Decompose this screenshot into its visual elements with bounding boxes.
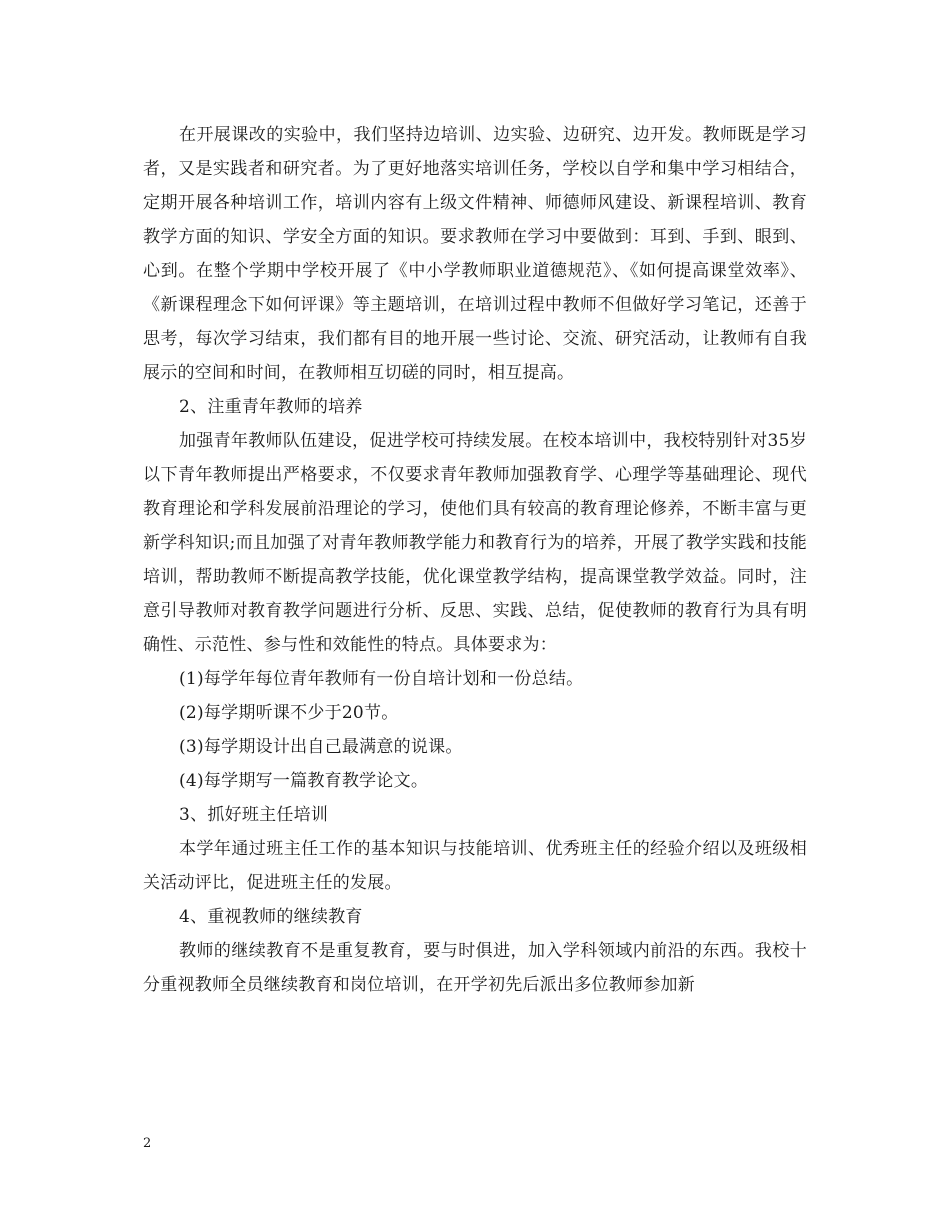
page-number: 2 [143,1136,152,1151]
paragraph-continuing-education: 教师的继续教育不是重复教育，要与时俱进，加入学科领域内前沿的东西。我校十分重视教师全员继续教育和岗位培训，在开学初先后派出多位教师参加新 [143,941,807,995]
section-heading-young-teachers: 2、注重青年教师的培养 [179,397,363,417]
list-item-3: (3)每学期设计出自己最满意的说课。 [179,737,463,757]
paragraph-young-teachers: 加强青年教师队伍建设，促进学校可持续发展。在校本培训中，我校特别针对35岁以下青年教师提出严格要求，不仅要求青年教师加强教育学、心理学等基础理论、现代教育理论和学科发展前沿理论的学习，使他们具有较高的教育理论修养，不断丰富与更新学科知识;而且加强了对青年教师教学能力和教育行为的培养，开展了教学实践和技能培训，帮助教师不断提高教学技能，优化课堂教学结构，提高课堂教学效益。同时，注意引导教师对教育教学问题进行分析、反思、实践、总结，促使教师的教育行为具有明确性、示范性、参与性和效能性的特点。具体要求为： [143,431,807,655]
document-body [143,118,807,1002]
list-item-2: (2)每学期听课不少于20节。 [179,703,399,723]
section-heading-continuing-education: 4、重视教师的继续教育 [179,907,363,927]
section-heading-class-teacher: 3、抓好班主任培训 [179,805,329,825]
paragraph-training-intro: 在开展课改的实验中，我们坚持边培训、边实验、边研究、边开发。教师既是学习者，又是实践者和研究者。为了更好地落实培训任务，学校以自学和集中学习相结合，定期开展各种培训工作，培训内容有上级文件精神、师德师风建设、新课程培训、教育教学方面的知识、学安全方面的知识。要求教师在学习中要做到：耳到、手到、眼到、心到。在整个学期中学校开展了《中小学教师职业道德规范》、《如何提高课堂效率》、《新课程理念下如何评课》等主题培训，在培训过程中教师不但做好学习笔记，还善于思考，每次学习结束，我们都有目的地开展一些讨论、交流、研究活动，让教师有自我展示的空间和时间，在教师相互切磋的同时，相互提高。 [143,125,807,383]
paragraph-class-teacher: 本学年通过班主任工作的基本知识与技能培训、优秀班主任的经验介绍以及班级相关活动评比，促进班主任的发展。 [143,839,807,893]
list-item-1: (1)每学年每位青年教师有一份自培计划和一份总结。 [179,669,584,689]
list-item-4: (4)每学期写一篇教育教学论文。 [179,771,429,791]
